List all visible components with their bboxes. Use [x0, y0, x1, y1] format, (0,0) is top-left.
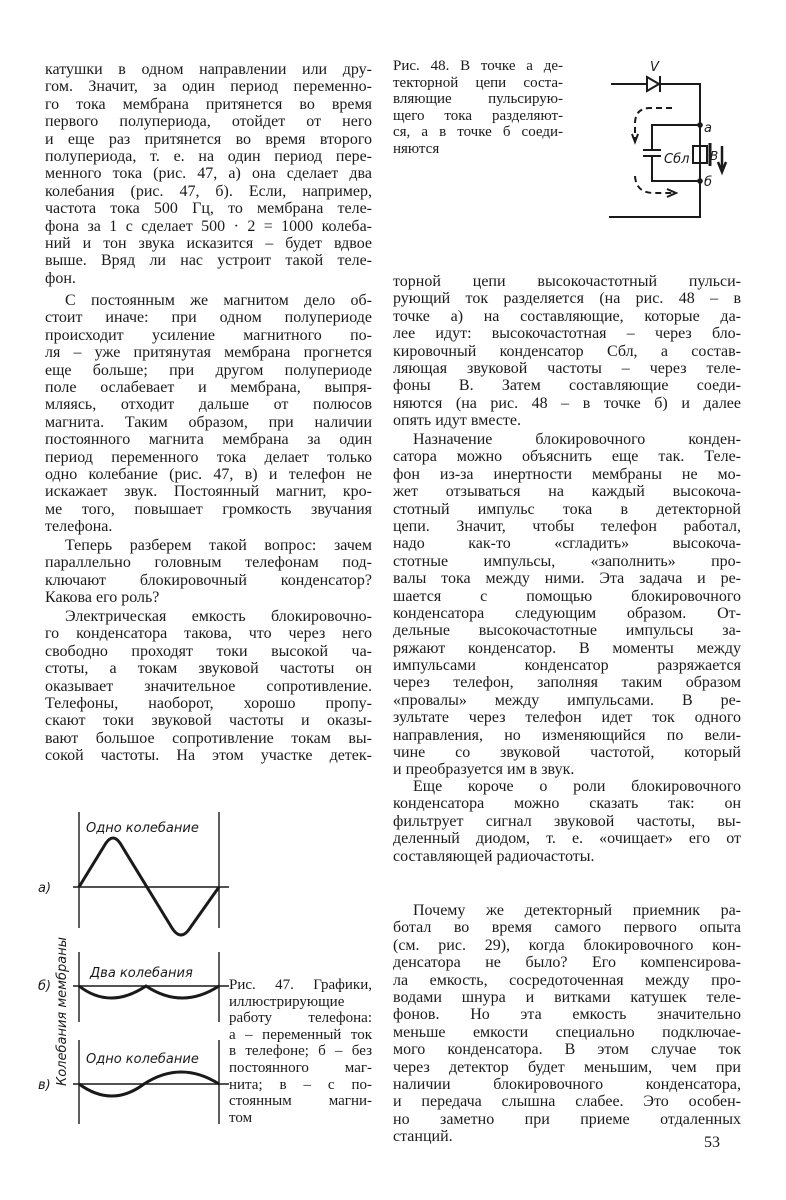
- text-line: го конденсатора такова, что через него: [45, 625, 372, 643]
- text-line: кировочный конденсатор Сбл, а состав-: [393, 342, 741, 360]
- text-line: постоянного магнита мембрана за один: [45, 431, 372, 449]
- graph-c-title: Одно колебание: [86, 1052, 199, 1067]
- graph-b-curve: [79, 986, 219, 998]
- text-line: текторной цепи соста-: [393, 74, 563, 91]
- text-line: ряжают конденсатор. В моменты между: [393, 639, 741, 657]
- graph-a-letter: а): [38, 881, 52, 896]
- text-line: еще больше; при другом полупериоде: [45, 361, 372, 379]
- text-line: магнита. Таким образом, при наличии: [45, 413, 372, 431]
- text-line: меньше емкости специально подключае-: [393, 1023, 741, 1041]
- y-axis-label: Колебания мембраны: [55, 937, 70, 1086]
- phone-icon: [693, 146, 707, 163]
- text-line: го тока мембрана притянется во время: [45, 95, 372, 113]
- text-line: Почему же детекторный приемник ра-: [413, 902, 741, 919]
- text-line: Еще короче о роли блокировочного: [413, 778, 741, 795]
- text-line: через детектор будет меньшим, чем при: [393, 1058, 741, 1076]
- text-line: а – переменный ток: [229, 1026, 372, 1043]
- text-line: сатора можно объяснить еще так. Теле-: [393, 448, 741, 466]
- text-line: жет отзываться на каждый высокоча-: [393, 483, 741, 501]
- paragraph: [393, 431, 741, 779]
- text-line: Теперь разберем такой вопрос: зачем: [65, 537, 372, 554]
- text-line: и передача слышна слабее. Это особен-: [393, 1093, 741, 1111]
- text-line: ляющая звуковой частоты – через теле-: [393, 359, 741, 377]
- text-line: искажает звук. Постоянный магнит, кро-: [45, 483, 372, 501]
- text-line: оказывает значительное сопротивление.: [45, 677, 372, 695]
- text-line: деленный диодом, т. е. «очищает» его от: [393, 830, 741, 848]
- text-line: ний и тон звука исказится – будет вдвое: [45, 234, 372, 252]
- capacitor-label: Сбл: [664, 152, 690, 167]
- text-line: надо как-то «сгладить» высокоча-: [393, 535, 741, 553]
- text-line: Рис. 47. Графики,: [229, 977, 372, 993]
- text-line: телефона.: [45, 518, 113, 536]
- text-line: и еще раз притянется во время второго: [45, 130, 372, 148]
- paragraph: [45, 61, 372, 287]
- text-line: ключают блокировочный конденсатор?: [45, 571, 372, 589]
- text-line: Телефоны, наоборот, хорошо пропу-: [45, 694, 372, 712]
- text-line: конденсатора следующим образом. От-: [393, 604, 741, 622]
- text-line: шается с помощью блокировочного: [393, 587, 741, 605]
- dashed-current-arrow: [635, 176, 675, 193]
- text-line: стоянным магни-: [229, 1093, 372, 1110]
- text-line: фонов. Но эта емкость значительно: [393, 1006, 741, 1024]
- graph-a-curve: [79, 838, 219, 935]
- text-line: иллюстрирующие: [229, 993, 345, 1010]
- arrow-down-icon: [718, 146, 726, 172]
- text-line: Какова его роль?: [45, 589, 160, 607]
- text-line: няются (на рис. 48 – в точке б) и далее: [393, 394, 741, 412]
- text-line: параллельно головным телефонам под-: [45, 554, 372, 572]
- text-line: фон.: [45, 269, 76, 287]
- text-line: происходит усиление магнитного по-: [45, 326, 372, 344]
- text-line: дельные высокочастотные импульсы за-: [393, 622, 741, 640]
- text-line: мого конденсатора. В этом случае ток: [393, 1041, 741, 1059]
- text-line: С постоянным же магнитом дело об-: [65, 292, 372, 309]
- text-line: выше. Вряд ли нас устроит такой теле-: [45, 252, 372, 270]
- text-line: одно колебание (рис. 47, в) и телефон не: [45, 465, 372, 483]
- text-line: работу телефона:: [229, 1010, 372, 1027]
- text-line: фильтрует сигнал звуковой частоты, вы-: [393, 812, 741, 830]
- text-line: Электрическая емкость блокировочно-: [65, 608, 372, 625]
- paragraph: [45, 537, 372, 607]
- figure-47-graphs: [73, 812, 229, 1124]
- text-line: первого полупериода, отойдет от него: [45, 113, 372, 131]
- text-line: составляющей радиочастоты.: [393, 847, 595, 865]
- text-line: фоны В. Затем составляющие соеди-: [393, 377, 741, 395]
- text-line: ля – уже притянутая мембрана прогнется: [45, 344, 372, 362]
- text-line: стоит иначе: при одном полупериоде: [45, 309, 372, 327]
- text-line: стотные импульсы, «заполнить» про-: [393, 552, 741, 570]
- text-line: гом. Значит, за один период переменно-: [45, 78, 372, 96]
- text-line: полупериода, т. е. на один период пере-: [45, 147, 372, 165]
- text-line: ла емкость, сосредоточенная между про-: [393, 971, 741, 989]
- graph-b-letter: б): [38, 979, 52, 994]
- phone-label: В: [710, 149, 719, 163]
- graph-c-curve: [79, 1072, 219, 1096]
- node-a: [697, 122, 703, 128]
- text-line: рующий ток разделяется (на рис. 48 – в: [393, 290, 741, 308]
- text-line: зультате через телефон идет ток одного: [393, 709, 741, 727]
- graph-frame: [79, 812, 219, 1124]
- text-line: «провалы» между импульсами. В ре-: [393, 691, 741, 709]
- text-line: лее идут: высокочастотная – через бло-: [393, 325, 741, 343]
- text-line: фон из-за инертности мембраны не мо-: [393, 465, 741, 483]
- figure-48-caption: [393, 58, 563, 158]
- capacitor-branch: [643, 125, 700, 181]
- diode-label: V: [650, 60, 659, 75]
- text-line: направления, но изменяющийся по вели-: [393, 726, 741, 744]
- node-b-label: б: [704, 175, 713, 190]
- page-number: 53: [704, 1134, 720, 1151]
- text-line: частота тока 500 Гц, то мембрана теле-: [45, 200, 372, 218]
- text-line: ме того, повышает громкость звучания: [45, 500, 372, 518]
- text-line: постоянного маг-: [229, 1059, 372, 1076]
- text-line: водами шнура и витками катушек теле-: [393, 988, 741, 1006]
- text-line: (см. рис. 29), когда блокировочного кон-: [393, 936, 741, 954]
- text-line: ботал во время самого первого опыта: [393, 919, 741, 937]
- text-line: и преобразуется им в звук.: [393, 761, 575, 779]
- text-line: нита; в – с по-: [229, 1076, 372, 1093]
- text-line: чине со звуковой частотой, который: [393, 744, 741, 762]
- text-line: торной цепи высокочастотный пульси-: [393, 273, 741, 290]
- text-line: цепи. Значит, чтобы телефон работал,: [393, 517, 741, 535]
- text-line: стоты, а токам звуковой частоты он: [45, 660, 372, 678]
- text-line: сокой частоты. На этом участке детек-: [45, 747, 372, 765]
- text-line: Назначение блокировочного конден-: [413, 431, 741, 448]
- text-line: но заметно при приеме отдаленных: [393, 1110, 741, 1128]
- text-line: точке а) на составляющие, которые да-: [393, 307, 741, 325]
- paragraph: [45, 292, 372, 535]
- text-line: няются: [393, 140, 440, 157]
- text-line: валы тока между ними. Эта задача и ре-: [393, 570, 741, 588]
- text-line: ся, а в точке б соеди-: [393, 124, 563, 141]
- text-line: импульсами конденсатор разряжается: [393, 657, 741, 675]
- figure-47-caption: [229, 977, 372, 1126]
- node-b: [697, 178, 703, 184]
- text-line: денсатора не было? Его компенсирова-: [393, 954, 741, 972]
- dashed-current-arrow: [635, 108, 672, 140]
- text-line: менного тока (рис. 47, а) она сделает два: [45, 165, 372, 183]
- text-line: конденсатора можно сказать так: он: [393, 795, 741, 813]
- paragraph: [393, 902, 741, 1145]
- text-line: свободно проходят токи высокой ча-: [45, 642, 372, 660]
- graph-c-letter: в): [38, 1078, 51, 1093]
- graph-b-title: Два колебания: [90, 966, 193, 981]
- paragraph: [393, 778, 741, 865]
- node-a-label: а: [704, 121, 712, 136]
- text-line: колебания (рис. 47, б). Если, например,: [45, 182, 372, 200]
- circuit-wire: [609, 84, 700, 217]
- text-line: через телефон, заполняя таким образом: [393, 674, 741, 692]
- text-line: фона за 1 с сделает 500 · 2 = 1000 колеба-: [45, 217, 372, 235]
- text-line: станций.: [393, 1128, 453, 1146]
- text-line: скают токи звуковой частоты и оказы-: [45, 712, 372, 730]
- text-line: вляющие пульсирую-: [393, 91, 563, 108]
- graph-a-title: Одно колебание: [86, 821, 199, 836]
- text-line: опять идут вместе.: [393, 412, 522, 430]
- diode-icon: [647, 76, 660, 92]
- text-line: вают большое сопротивление токам вы-: [45, 729, 372, 747]
- text-line: Рис. 48. В точке а де-: [393, 58, 563, 74]
- text-line: том: [229, 1109, 253, 1126]
- text-line: катушки в одном направлении или дру-: [45, 61, 372, 78]
- text-line: мляясь, отходит дальше от полюсов: [45, 396, 372, 414]
- paragraph: [393, 273, 741, 430]
- text-line: наличии блокировочного конденсатора,: [393, 1075, 741, 1093]
- text-line: поле ослабевает и мембрана, выпря-: [45, 378, 372, 396]
- text-line: щего тока разделяют-: [393, 107, 563, 124]
- paragraph: [45, 608, 372, 765]
- text-line: в телефоне; б – без: [229, 1043, 372, 1060]
- text-line: период переменного тока делает только: [45, 448, 372, 466]
- text-line: стотный импульс тока в детекторной: [393, 500, 741, 518]
